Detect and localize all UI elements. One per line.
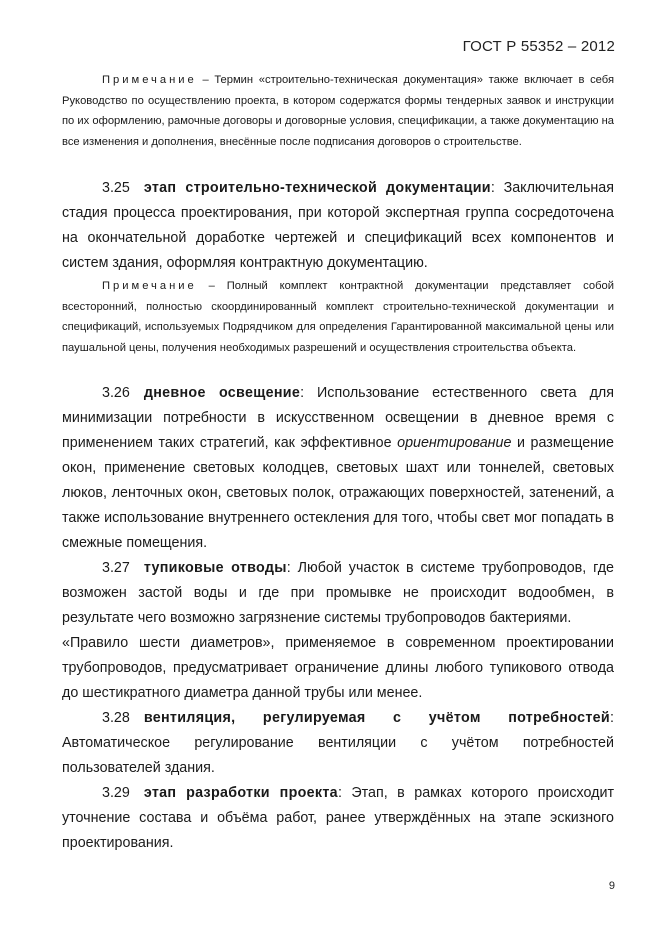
definition-number: 3.27 [102,560,130,576]
definition-text: : Этап, в рамках которого происходит уточнение состава и объёма работ, ранее утверждённых на этапе эскизного проектирования. [62,785,614,851]
definition-term: этап разработки проекта [143,785,338,801]
document-header: ГОСТ Р 55352 – 2012 [462,38,615,55]
definition-3-28 [62,706,614,781]
note-term-documentation [62,70,614,152]
definition-text: : Любой участок в системе трубопроводов, где возможен застой воды и где при промывке не происходит водообмен, в результате чего возможно загрязнение системы трубопроводов бактериями. [62,560,614,626]
definition-text: : Заключительная стадия процесса проектирования, при которой экспертная группа сосредоточена на окончательной доработке чертежей и спецификаций всех компонентов и систем здания, оформляя контрактную документацию. [62,180,614,271]
definition-text: : Автоматическое регулирование вентиляции с учётом потребностей пользователей здания. [62,710,614,776]
definition-text: : Использование естественного света для минимизации потребности в искусственном освещении в дневное время с применением таких стратегий, как эффективное [62,385,614,451]
definition-3-27-rule [62,631,614,706]
definition-3-27 [62,556,614,631]
definition-number: 3.25 [102,180,130,196]
definition-3-25 [62,176,614,276]
note-label: Примечание [102,74,197,86]
definition-text: «Правило шести диаметров», применяемое в современном проектировании трубопроводов, предусматривает ограничение длины любого тупикового отвода до шестикратного диаметра данной трубы или менее. [62,635,614,701]
note-text: – Термин «строительно-техническая документация» также включает в себя Руководство по осуществлению проекта, в котором содержатся формы тендерных заявок и инструкции по их оформлению, рамочные договоры и договорные условия, спецификации, а также документацию на все изменения и дополнения, внесённые после подписания договоров о строительстве. [62,74,614,148]
definition-italic-term: ориентирование [397,435,512,451]
definition-number: 3.26 [102,385,130,401]
definition-term: тупиковые отводы [143,560,287,576]
note-text: – Полный комплект контрактной документации представляет собой всесторонний, полностью скоординированный комплект строительно-технической документации и спецификаций, используемых Подрядчиком для определения Гарантированной максимальной цены или паушальной цены, получения необходимых разрешений и осуществления строительства объекта. [62,280,614,354]
definition-text-continued: и размещение окон, применение световых колодцев, световых шахт или тоннелей, световых люков, ленточных окон, световых полок, отражающих поверхностей, затенений, а также использование внутреннего остекления для того, чтобы свет мог попадать в смежные помещения. [62,435,614,551]
note-label: Примечание [102,280,197,292]
definition-3-29 [62,781,614,856]
definition-term: этап строительно-технической документации [143,180,491,196]
definition-3-26 [62,381,614,556]
definition-number: 3.28 [102,710,130,726]
definition-term: дневное освещение [143,385,301,401]
page-number: 9 [608,880,615,892]
note-contract-documentation [62,276,614,358]
definition-term: вентиляция, регулируемая с учётом потребностей [143,710,611,726]
definition-number: 3.29 [102,785,130,801]
